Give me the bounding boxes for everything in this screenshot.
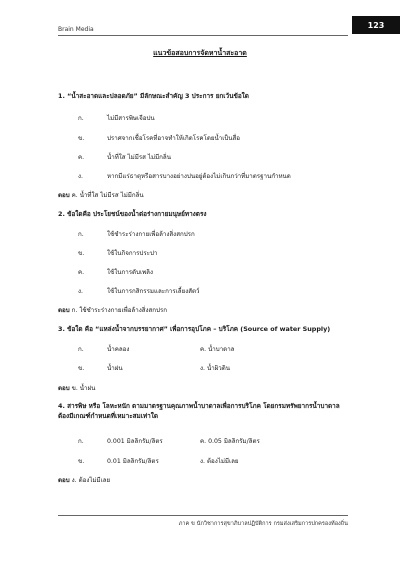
q2-option-a: ก. ใช้ชำระร่างกายเพื่อล้างสิ่งสกปรก xyxy=(78,231,195,238)
q3-answer: ตอบ ข. น้ำฝน xyxy=(58,385,96,392)
q2-answer: ตอบ ก. ใช้ชำระร่างกายเพื่อล้างสิ่งสกปรก xyxy=(58,307,168,314)
q1-option-d: ง. หากมีแร่ธาตุหรือสารบางอย่างปนอยู่ต้องไม่เกินกว่าที่มาตรฐานกำหนด xyxy=(78,173,291,180)
q3-option-c: ค. น้ำบาดาล xyxy=(200,346,235,353)
question-4: 4. สารพิษ หรือ โลหะหนัก ตามมาตรฐานคุณภาพน้ำบาดาลเพื่อการบริโภค โดยกรมทรัพยากรน้ำบาดาล ต้องมีเกณฑ์กำหนดที่เหมาะสมเท่าใด xyxy=(58,402,340,420)
q3-option-d: ง. น้ำผิวดิน xyxy=(200,365,231,372)
q2-option-d: ง. ใช้ในการกสิกรรมและการเลี้ยงสัตว์ xyxy=(78,288,200,295)
question-3: 3. ข้อใด คือ “แหล่งน้ำจากบรรยากาศ” เพื่อการอุปโภค – บริโภค (Source of water Supply) xyxy=(58,325,331,333)
q4-option-d: ง. ต้องไม่มีเลย xyxy=(200,458,239,465)
q1-option-b: ข. ปราศจากเชื้อโรคที่อาจทำให้เกิดโรคโดยน้ำเป็นสื่อ xyxy=(78,135,240,142)
q4-option-c: ค. 0.05 มิลลิกรัม/ลิตร xyxy=(200,438,260,445)
brand-label: Brain Media xyxy=(58,26,94,33)
question-1: 1. “น้ำสะอาดและปลอดภัย” มีลักษณะสำคัญ 3 ประการ ยกเว้นข้อใด xyxy=(58,92,249,100)
document-title: แนวข้อสอบการจัดหาน้ำสะอาด xyxy=(153,49,247,57)
page-number-badge: 123 xyxy=(352,16,400,34)
q1-option-c: ค. น้ำที่ใส ไม่มีรส ไม่มีกลิ่น xyxy=(78,154,171,161)
q1-answer: ตอบ ค. น้ำที่ใส ไม่มีรส ไม่มีกลิ่น xyxy=(58,192,144,199)
footer-text: ภาค ข นักวิชาการสุขาภิบาลปฏิบัติการ กรมส่งเสริมการปกครองท้องถิ่น xyxy=(178,521,348,527)
q4-answer: ตอบ ง. ต้องไม่มีเลย xyxy=(58,477,111,484)
footer-rule xyxy=(58,515,348,516)
q4-option-a: ก. 0.001 มิลลิกรัม/ลิตร xyxy=(78,438,163,445)
q3-option-b: ข. น้ำฝน xyxy=(78,365,123,372)
q4-option-b: ข. 0.01 มิลลิกรัม/ลิตร xyxy=(78,458,159,465)
q2-option-c: ค. ใช้ในการดับเพลิง xyxy=(78,269,153,276)
header-rule xyxy=(58,35,348,36)
q3-option-a: ก. น้ำคลอง xyxy=(78,346,130,353)
question-2: 2. ข้อใดคือ ประโยชน์ของน้ำต่อร่างกายมนุษย์ทางตรง xyxy=(58,210,207,218)
q2-option-b: ข. ใช้ในกิจการประปา xyxy=(78,250,158,257)
q1-option-a: ก. ไม่มีสารพิษเจือปน xyxy=(78,115,155,122)
